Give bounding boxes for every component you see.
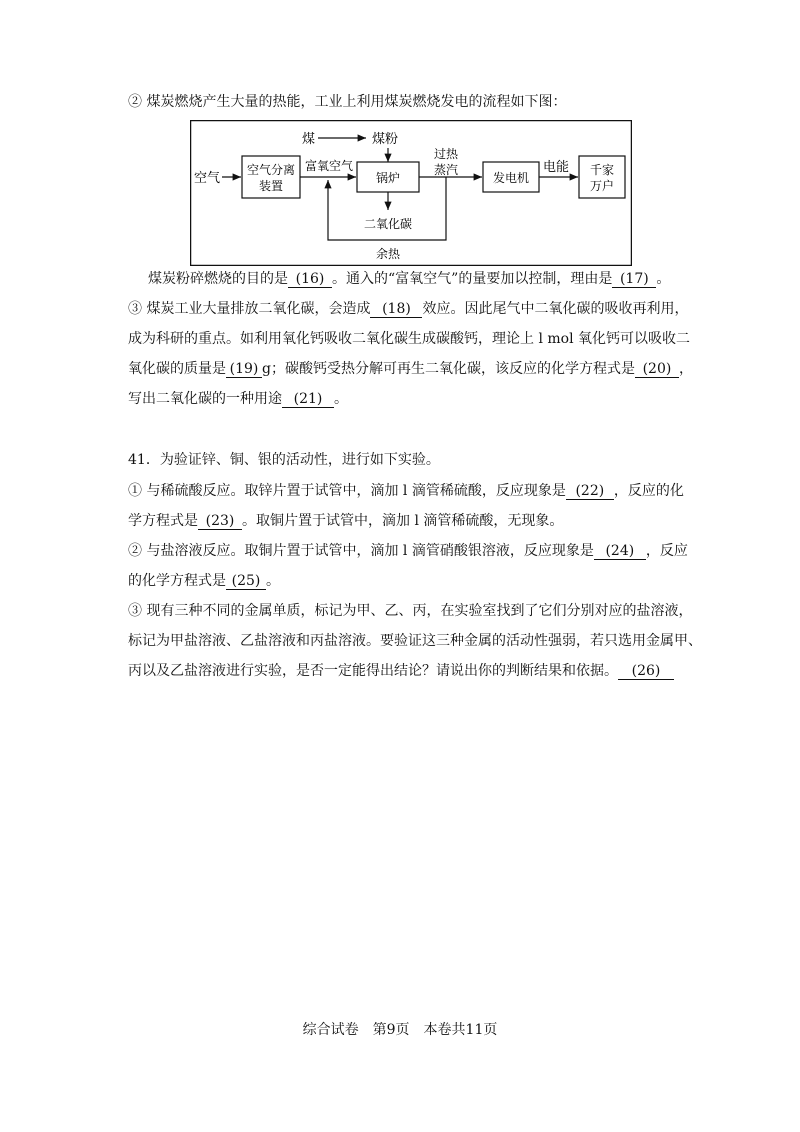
answer-blank-26[interactable]: (26): [618, 663, 674, 680]
q41-text-1b: ，反应的化: [613, 483, 684, 499]
separator-label-1: 空气分离: [246, 163, 296, 177]
air-label: 空气: [194, 171, 221, 186]
steam-label-1: 过热: [433, 147, 459, 161]
coal-label: 煤: [302, 132, 316, 147]
section3-line-4: [128, 389, 348, 409]
section3-text-1a: ③ 煤炭工业大量排放二氧化碳，会造成: [128, 301, 371, 317]
answer-blank-18[interactable]: (18): [370, 301, 422, 318]
households-label-2: 万户: [589, 179, 615, 193]
rich-oxygen-air-label: 富氧空气: [305, 159, 354, 173]
q41-line-1: [128, 481, 684, 501]
q41-text-2b: 。取铜片置于试管中，滴加 l 滴管稀硫酸，无现象。: [242, 513, 564, 529]
question-16-17: [148, 269, 670, 289]
section3-text-3c: ，: [678, 361, 693, 377]
section3-line-1: [128, 299, 688, 319]
q41-text-4a: 的化学方程式是: [128, 573, 226, 589]
q41-line-5: ③ 现有三种不同的金属单质，标记为甲、乙、丙，在实验室找到了它们分别对应的盐溶液，: [128, 603, 693, 619]
electricity-label: 电能: [542, 160, 570, 175]
q41-text-2a: 学方程式是: [128, 513, 198, 529]
households-label-1: 千家: [589, 163, 615, 177]
answer-blank-25[interactable]: (25): [226, 573, 266, 590]
q41-title: 41．为验证锌、铜、银的活动性，进行如下实验。: [128, 452, 440, 468]
power-generation-flow-diagram: [190, 120, 632, 266]
q41-text-3a: ② 与盐溶液反应。取铜片置于试管中，滴加 l 滴管硝酸银溶液，反应现象是: [128, 543, 594, 559]
q41-line-6: 标记为甲盐溶液、乙盐溶液和丙盐溶液。要验证这三种金属的活动性强弱，若只选用金属甲、: [128, 633, 702, 649]
waste-heat-label: 余热: [375, 247, 401, 261]
section3-text-3b: g；碳酸钙受热分解可再生二氧化碳，该反应的化学方程式是: [262, 361, 635, 377]
answer-blank-16[interactable]: (16): [288, 271, 332, 288]
section2-intro: ② 煤炭燃烧产生大量的热能，工业上利用煤炭燃烧发电的流程如下图：: [128, 94, 567, 110]
separator-label-2: 装置: [258, 179, 284, 193]
q41-text-1a: ① 与稀硫酸反应。取锌片置于试管中，滴加 l 滴管稀硫酸，反应现象是: [128, 483, 566, 499]
q41-line-4: [128, 571, 280, 591]
answer-blank-19[interactable]: (19): [226, 361, 262, 378]
section3-text-3a: 氧化碳的质量是: [128, 361, 226, 377]
diagram-frame: [191, 121, 632, 266]
q41-text-7: 丙以及乙盐溶液进行实验，是否一定能得出结论？请说出你的判断结果和依据。: [128, 663, 618, 679]
steam-label-2: 蒸汽: [433, 163, 459, 177]
q41-line-3: [128, 541, 688, 561]
answer-blank-20[interactable]: (20): [635, 361, 679, 378]
section3-line-2: 成为科研的重点。如利用氧化钙吸收二氧化碳生成碳酸钙，理论上 l mol 氧化钙可以吸收二: [128, 331, 691, 347]
answer-blank-23[interactable]: (23): [198, 513, 242, 530]
section3-line-3: [128, 359, 693, 379]
q16-prompt: 煤炭粉碎燃烧的目的是: [148, 271, 288, 287]
q17-end: 。: [656, 271, 671, 287]
coal-powder-label: 煤粉: [372, 132, 399, 147]
co2-label: 二氧化碳: [363, 217, 413, 231]
page-footer: 综合试卷 第9页 本卷共11页: [302, 1022, 498, 1038]
q17-prompt: 。通入的“富氧空气”的量要加以控制，理由是: [332, 271, 613, 287]
answer-blank-17[interactable]: (17): [612, 271, 656, 288]
section3-text-4a: 写出二氧化碳的一种用途: [128, 391, 282, 407]
q41-text-3b: ，反应: [645, 543, 688, 559]
q41-line-2: [128, 511, 563, 531]
generator-label: 发电机: [492, 171, 530, 185]
answer-blank-21[interactable]: (21): [282, 391, 334, 408]
section3-text-4b: 。: [334, 391, 348, 407]
answer-blank-24[interactable]: (24): [594, 543, 646, 560]
boiler-label: 锅炉: [375, 171, 401, 185]
answer-blank-22[interactable]: (22): [566, 483, 614, 500]
q41-line-7: [128, 661, 674, 681]
q41-text-4b: 。: [266, 573, 280, 589]
section3-text-1b: 效应。因此尾气中二氧化碳的吸收再利用，: [422, 301, 689, 317]
